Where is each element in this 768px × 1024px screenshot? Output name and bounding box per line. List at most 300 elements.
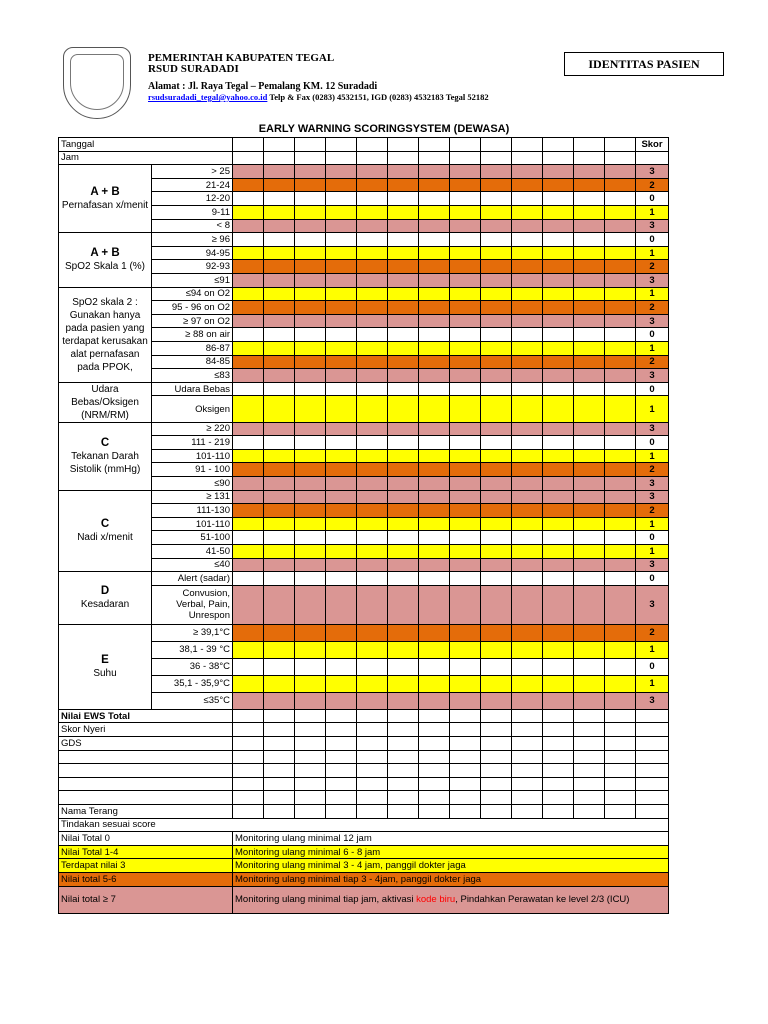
entry-cell[interactable] — [233, 192, 264, 206]
entry-cell[interactable] — [419, 463, 450, 477]
entry-cell[interactable] — [233, 178, 264, 192]
entry-cell[interactable] — [574, 436, 605, 450]
entry-cell[interactable] — [574, 477, 605, 491]
entry-cell[interactable] — [450, 355, 481, 369]
entry-cell[interactable] — [326, 477, 357, 491]
entry-cell[interactable] — [326, 737, 357, 751]
entry-cell[interactable] — [512, 151, 543, 165]
entry-cell[interactable] — [512, 463, 543, 477]
entry-cell[interactable] — [295, 382, 326, 396]
entry-cell[interactable] — [357, 545, 388, 559]
entry-cell[interactable] — [264, 449, 295, 463]
entry-cell[interactable] — [481, 341, 512, 355]
entry-cell[interactable] — [233, 449, 264, 463]
entry-cell[interactable] — [264, 585, 295, 624]
entry-cell[interactable] — [264, 369, 295, 383]
entry-cell[interactable] — [512, 709, 543, 723]
entry-cell[interactable] — [605, 692, 636, 709]
entry-cell[interactable] — [264, 436, 295, 450]
entry-cell[interactable] — [543, 692, 574, 709]
entry-cell[interactable] — [388, 545, 419, 559]
entry-cell[interactable] — [450, 692, 481, 709]
entry-cell[interactable] — [233, 477, 264, 491]
entry-cell[interactable] — [233, 558, 264, 572]
entry-cell[interactable] — [543, 260, 574, 274]
entry-cell[interactable] — [543, 369, 574, 383]
entry-cell[interactable] — [264, 260, 295, 274]
entry-cell[interactable] — [388, 436, 419, 450]
entry-cell[interactable] — [481, 273, 512, 287]
entry-cell[interactable] — [512, 314, 543, 328]
entry-cell[interactable] — [419, 341, 450, 355]
entry-cell[interactable] — [450, 558, 481, 572]
entry-cell[interactable] — [450, 531, 481, 545]
entry-cell[interactable] — [233, 138, 264, 152]
entry-cell[interactable] — [388, 192, 419, 206]
entry-cell[interactable] — [388, 804, 419, 818]
entry-cell[interactable] — [233, 791, 264, 805]
entry-cell[interactable] — [388, 301, 419, 315]
entry-cell[interactable] — [512, 477, 543, 491]
entry-cell[interactable] — [233, 531, 264, 545]
entry-cell[interactable] — [543, 641, 574, 658]
entry-cell[interactable] — [357, 396, 388, 422]
entry-cell[interactable] — [605, 764, 636, 778]
entry-cell[interactable] — [450, 791, 481, 805]
entry-cell[interactable] — [388, 558, 419, 572]
entry-cell[interactable] — [388, 624, 419, 641]
entry-cell[interactable] — [357, 558, 388, 572]
entry-cell[interactable] — [450, 463, 481, 477]
entry-cell[interactable] — [605, 382, 636, 396]
entry-cell[interactable] — [295, 205, 326, 219]
entry-cell[interactable] — [605, 369, 636, 383]
entry-cell[interactable] — [295, 328, 326, 342]
entry-cell[interactable] — [326, 287, 357, 301]
entry-cell[interactable] — [357, 449, 388, 463]
entry-cell[interactable] — [450, 750, 481, 764]
entry-cell[interactable] — [574, 777, 605, 791]
entry-cell[interactable] — [419, 396, 450, 422]
entry-cell[interactable] — [295, 151, 326, 165]
entry-cell[interactable] — [233, 463, 264, 477]
entry-cell[interactable] — [357, 260, 388, 274]
entry-cell[interactable] — [233, 355, 264, 369]
entry-cell[interactable] — [543, 572, 574, 586]
entry-cell[interactable] — [295, 396, 326, 422]
entry-cell[interactable] — [295, 178, 326, 192]
entry-cell[interactable] — [574, 490, 605, 504]
entry-cell[interactable] — [357, 192, 388, 206]
entry-cell[interactable] — [295, 490, 326, 504]
entry-cell[interactable] — [450, 369, 481, 383]
entry-cell[interactable] — [450, 138, 481, 152]
entry-cell[interactable] — [574, 138, 605, 152]
entry-cell[interactable] — [574, 422, 605, 436]
entry-cell[interactable] — [512, 178, 543, 192]
entry-cell[interactable] — [450, 314, 481, 328]
entry-cell[interactable] — [357, 138, 388, 152]
entry-cell[interactable] — [605, 422, 636, 436]
entry-cell[interactable] — [450, 572, 481, 586]
entry-cell[interactable] — [450, 477, 481, 491]
entry-cell[interactable] — [264, 723, 295, 737]
entry-cell[interactable] — [512, 341, 543, 355]
entry-cell[interactable] — [512, 490, 543, 504]
entry-cell[interactable] — [481, 723, 512, 737]
entry-cell[interactable] — [574, 449, 605, 463]
entry-cell[interactable] — [605, 165, 636, 179]
entry-cell[interactable] — [543, 355, 574, 369]
entry-cell[interactable] — [481, 246, 512, 260]
entry-cell[interactable] — [605, 341, 636, 355]
entry-cell[interactable] — [357, 750, 388, 764]
entry-cell[interactable] — [512, 396, 543, 422]
entry-cell[interactable] — [574, 219, 605, 233]
entry-cell[interactable] — [450, 422, 481, 436]
entry-cell[interactable] — [512, 531, 543, 545]
entry-cell[interactable] — [326, 585, 357, 624]
entry-cell[interactable] — [450, 658, 481, 675]
entry-cell[interactable] — [388, 641, 419, 658]
entry-cell[interactable] — [357, 382, 388, 396]
entry-cell[interactable] — [481, 777, 512, 791]
entry-cell[interactable] — [450, 545, 481, 559]
entry-cell[interactable] — [264, 709, 295, 723]
entry-cell[interactable] — [233, 301, 264, 315]
entry-cell[interactable] — [574, 723, 605, 737]
entry-cell[interactable] — [450, 151, 481, 165]
entry-cell[interactable] — [481, 658, 512, 675]
entry-cell[interactable] — [605, 246, 636, 260]
entry-cell[interactable] — [481, 624, 512, 641]
entry-cell[interactable] — [264, 341, 295, 355]
entry-cell[interactable] — [419, 709, 450, 723]
entry-cell[interactable] — [264, 355, 295, 369]
entry-cell[interactable] — [326, 750, 357, 764]
entry-cell[interactable] — [450, 205, 481, 219]
entry-cell[interactable] — [388, 246, 419, 260]
entry-cell[interactable] — [233, 396, 264, 422]
entry-cell[interactable] — [295, 723, 326, 737]
entry-cell[interactable] — [419, 624, 450, 641]
entry-cell[interactable] — [512, 692, 543, 709]
entry-cell[interactable] — [419, 658, 450, 675]
entry-cell[interactable] — [574, 641, 605, 658]
entry-cell[interactable] — [264, 641, 295, 658]
entry-cell[interactable] — [326, 233, 357, 247]
entry-cell[interactable] — [326, 545, 357, 559]
entry-cell[interactable] — [295, 301, 326, 315]
entry-cell[interactable] — [574, 233, 605, 247]
entry-cell[interactable] — [326, 641, 357, 658]
entry-cell[interactable] — [574, 178, 605, 192]
entry-cell[interactable] — [574, 558, 605, 572]
entry-cell[interactable] — [419, 219, 450, 233]
entry-cell[interactable] — [388, 463, 419, 477]
entry-cell[interactable] — [481, 328, 512, 342]
entry-cell[interactable] — [295, 517, 326, 531]
entry-cell[interactable] — [295, 422, 326, 436]
entry-cell[interactable] — [419, 273, 450, 287]
entry-cell[interactable] — [388, 369, 419, 383]
entry-cell[interactable] — [481, 572, 512, 586]
entry-cell[interactable] — [512, 355, 543, 369]
entry-cell[interactable] — [357, 341, 388, 355]
entry-cell[interactable] — [388, 723, 419, 737]
entry-cell[interactable] — [450, 233, 481, 247]
entry-cell[interactable] — [419, 804, 450, 818]
entry-cell[interactable] — [326, 192, 357, 206]
entry-cell[interactable] — [605, 531, 636, 545]
entry-cell[interactable] — [357, 723, 388, 737]
entry-cell[interactable] — [326, 382, 357, 396]
entry-cell[interactable] — [233, 287, 264, 301]
entry-cell[interactable] — [295, 709, 326, 723]
entry-cell[interactable] — [481, 737, 512, 751]
entry-cell[interactable] — [481, 641, 512, 658]
entry-cell[interactable] — [481, 205, 512, 219]
entry-cell[interactable] — [357, 178, 388, 192]
entry-cell[interactable] — [481, 287, 512, 301]
entry-cell[interactable] — [388, 504, 419, 518]
entry-cell[interactable] — [233, 219, 264, 233]
entry-cell[interactable] — [481, 531, 512, 545]
entry-cell[interactable] — [512, 791, 543, 805]
entry-cell[interactable] — [481, 178, 512, 192]
entry-cell[interactable] — [419, 641, 450, 658]
entry-cell[interactable] — [605, 287, 636, 301]
entry-cell[interactable] — [264, 777, 295, 791]
entry-cell[interactable] — [264, 791, 295, 805]
entry-cell[interactable] — [605, 449, 636, 463]
entry-cell[interactable] — [357, 369, 388, 383]
entry-cell[interactable] — [295, 545, 326, 559]
entry-cell[interactable] — [388, 750, 419, 764]
entry-cell[interactable] — [543, 192, 574, 206]
entry-cell[interactable] — [233, 504, 264, 518]
entry-cell[interactable] — [543, 449, 574, 463]
entry-cell[interactable] — [512, 572, 543, 586]
entry-cell[interactable] — [419, 764, 450, 778]
entry-cell[interactable] — [543, 382, 574, 396]
entry-cell[interactable] — [481, 504, 512, 518]
entry-cell[interactable] — [326, 165, 357, 179]
entry-cell[interactable] — [419, 692, 450, 709]
entry-cell[interactable] — [388, 355, 419, 369]
entry-cell[interactable] — [264, 382, 295, 396]
entry-cell[interactable] — [295, 764, 326, 778]
entry-cell[interactable] — [264, 328, 295, 342]
entry-cell[interactable] — [574, 246, 605, 260]
entry-cell[interactable] — [605, 233, 636, 247]
entry-cell[interactable] — [543, 558, 574, 572]
entry-cell[interactable] — [574, 545, 605, 559]
entry-cell[interactable] — [512, 422, 543, 436]
entry-cell[interactable] — [574, 624, 605, 641]
entry-cell[interactable] — [388, 692, 419, 709]
entry-cell[interactable] — [295, 287, 326, 301]
entry-cell[interactable] — [481, 585, 512, 624]
entry-cell[interactable] — [574, 301, 605, 315]
entry-cell[interactable] — [388, 477, 419, 491]
entry-cell[interactable] — [481, 709, 512, 723]
entry-cell[interactable] — [574, 791, 605, 805]
entry-cell[interactable] — [574, 260, 605, 274]
entry-cell[interactable] — [326, 723, 357, 737]
entry-cell[interactable] — [574, 165, 605, 179]
entry-cell[interactable] — [295, 314, 326, 328]
entry-cell[interactable] — [357, 777, 388, 791]
entry-cell[interactable] — [543, 624, 574, 641]
entry-cell[interactable] — [264, 192, 295, 206]
entry-cell[interactable] — [481, 369, 512, 383]
entry-cell[interactable] — [264, 504, 295, 518]
entry-cell[interactable] — [264, 246, 295, 260]
entry-cell[interactable] — [512, 205, 543, 219]
entry-cell[interactable] — [605, 517, 636, 531]
entry-cell[interactable] — [543, 791, 574, 805]
entry-cell[interactable] — [326, 260, 357, 274]
entry-cell[interactable] — [512, 219, 543, 233]
entry-cell[interactable] — [419, 328, 450, 342]
entry-cell[interactable] — [605, 709, 636, 723]
entry-cell[interactable] — [233, 205, 264, 219]
entry-cell[interactable] — [357, 658, 388, 675]
entry-cell[interactable] — [512, 675, 543, 692]
entry-cell[interactable] — [419, 477, 450, 491]
entry-cell[interactable] — [295, 138, 326, 152]
entry-cell[interactable] — [543, 750, 574, 764]
entry-cell[interactable] — [326, 658, 357, 675]
entry-cell[interactable] — [450, 737, 481, 751]
entry-cell[interactable] — [326, 517, 357, 531]
entry-cell[interactable] — [543, 490, 574, 504]
entry-cell[interactable] — [512, 737, 543, 751]
entry-cell[interactable] — [264, 233, 295, 247]
entry-cell[interactable] — [326, 572, 357, 586]
entry-cell[interactable] — [419, 165, 450, 179]
entry-cell[interactable] — [264, 624, 295, 641]
entry-cell[interactable] — [419, 737, 450, 751]
entry-cell[interactable] — [388, 205, 419, 219]
entry-cell[interactable] — [357, 531, 388, 545]
entry-cell[interactable] — [264, 531, 295, 545]
entry-cell[interactable] — [295, 658, 326, 675]
entry-cell[interactable] — [357, 436, 388, 450]
entry-cell[interactable] — [450, 165, 481, 179]
entry-cell[interactable] — [543, 301, 574, 315]
entry-cell[interactable] — [512, 804, 543, 818]
entry-cell[interactable] — [512, 192, 543, 206]
entry-cell[interactable] — [264, 165, 295, 179]
entry-cell[interactable] — [357, 737, 388, 751]
entry-cell[interactable] — [450, 246, 481, 260]
entry-cell[interactable] — [543, 138, 574, 152]
entry-cell[interactable] — [295, 260, 326, 274]
entry-cell[interactable] — [326, 205, 357, 219]
entry-cell[interactable] — [388, 517, 419, 531]
entry-cell[interactable] — [357, 585, 388, 624]
entry-cell[interactable] — [450, 641, 481, 658]
entry-cell[interactable] — [233, 273, 264, 287]
entry-cell[interactable] — [481, 558, 512, 572]
entry-cell[interactable] — [357, 205, 388, 219]
entry-cell[interactable] — [233, 545, 264, 559]
entry-cell[interactable] — [264, 287, 295, 301]
entry-cell[interactable] — [326, 777, 357, 791]
entry-cell[interactable] — [233, 314, 264, 328]
entry-cell[interactable] — [295, 273, 326, 287]
entry-cell[interactable] — [233, 233, 264, 247]
entry-cell[interactable] — [512, 369, 543, 383]
entry-cell[interactable] — [357, 463, 388, 477]
entry-cell[interactable] — [605, 777, 636, 791]
entry-cell[interactable] — [543, 477, 574, 491]
entry-cell[interactable] — [605, 219, 636, 233]
entry-cell[interactable] — [357, 641, 388, 658]
entry-cell[interactable] — [295, 219, 326, 233]
entry-cell[interactable] — [543, 151, 574, 165]
entry-cell[interactable] — [233, 246, 264, 260]
entry-cell[interactable] — [233, 777, 264, 791]
entry-cell[interactable] — [450, 624, 481, 641]
entry-cell[interactable] — [233, 675, 264, 692]
entry-cell[interactable] — [326, 341, 357, 355]
entry-cell[interactable] — [481, 219, 512, 233]
entry-cell[interactable] — [233, 750, 264, 764]
entry-cell[interactable] — [481, 314, 512, 328]
entry-cell[interactable] — [295, 641, 326, 658]
entry-cell[interactable] — [450, 764, 481, 778]
entry-cell[interactable] — [357, 301, 388, 315]
entry-cell[interactable] — [357, 328, 388, 342]
entry-cell[interactable] — [450, 192, 481, 206]
entry-cell[interactable] — [388, 449, 419, 463]
entry-cell[interactable] — [357, 791, 388, 805]
entry-cell[interactable] — [419, 205, 450, 219]
entry-cell[interactable] — [574, 151, 605, 165]
entry-cell[interactable] — [388, 151, 419, 165]
entry-cell[interactable] — [481, 260, 512, 274]
entry-cell[interactable] — [326, 692, 357, 709]
entry-cell[interactable] — [388, 709, 419, 723]
entry-cell[interactable] — [264, 396, 295, 422]
entry-cell[interactable] — [233, 436, 264, 450]
entry-cell[interactable] — [543, 709, 574, 723]
entry-cell[interactable] — [574, 369, 605, 383]
entry-cell[interactable] — [450, 804, 481, 818]
entry-cell[interactable] — [326, 219, 357, 233]
entry-cell[interactable] — [481, 791, 512, 805]
entry-cell[interactable] — [264, 572, 295, 586]
entry-cell[interactable] — [419, 504, 450, 518]
entry-cell[interactable] — [605, 675, 636, 692]
entry-cell[interactable] — [419, 178, 450, 192]
entry-cell[interactable] — [574, 273, 605, 287]
entry-cell[interactable] — [605, 314, 636, 328]
entry-cell[interactable] — [357, 477, 388, 491]
entry-cell[interactable] — [481, 490, 512, 504]
entry-cell[interactable] — [450, 260, 481, 274]
entry-cell[interactable] — [574, 355, 605, 369]
entry-cell[interactable] — [450, 273, 481, 287]
entry-cell[interactable] — [295, 246, 326, 260]
entry-cell[interactable] — [450, 585, 481, 624]
entry-cell[interactable] — [574, 658, 605, 675]
entry-cell[interactable] — [295, 558, 326, 572]
entry-cell[interactable] — [357, 692, 388, 709]
